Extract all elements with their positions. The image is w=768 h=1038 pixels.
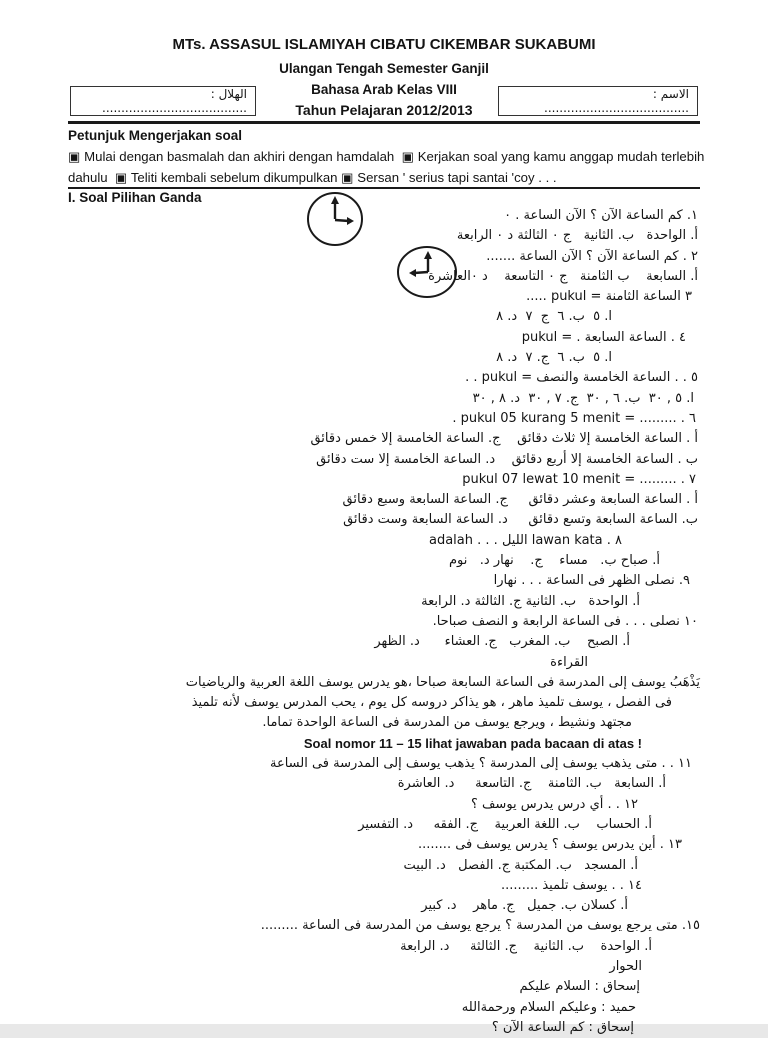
dialogue-line-2: حميد : وعليكم السلام ورحمةالله xyxy=(461,999,636,1015)
school-name: MTs. ASSASUL ISLAMIYAH CIBATU CIKEMBAR SUKABUMI xyxy=(172,36,596,53)
instructions-line-1: ▣ Mulai dengan basmalah dan akhiri dengan hamdalah ▣ Kerjakan soal yang kamu anggap mudah terlebih xyxy=(68,149,705,164)
question-3-options: ا. ٥ ب. ٦ ج ٧ د. ٨ xyxy=(496,309,612,325)
question-8: ٨ . lawan kata الليل . . . adalah xyxy=(429,532,622,548)
question-7-options-bd: ب. الساعة السابعة وتسع دقائق د. الساعة السابعة وست دقائق xyxy=(343,512,698,528)
dialogue-line-1: إسحاق : السلام عليكم xyxy=(519,979,640,995)
academic-year: Tahun Pelajaran 2012/2013 xyxy=(295,102,473,118)
question-2: ٢ . كم الساعة الآن ؟ الآن الساعة ....... xyxy=(486,248,698,264)
question-11-options: أ. السابعة ب. الثامنة ج. التاسعة د. العاشرة xyxy=(397,776,666,792)
question-12-options: أ. الحساب ب. اللغة العربية ج. الفقه د. التفسير xyxy=(358,816,652,832)
instructions-line-2: dahulu ▣ Teliti kembali sebelum dikumpulkan ▣ Sersan ' serius tapi santai 'coy . . . xyxy=(68,170,557,185)
soal-nomor-note: Soal nomor 11 – 15 lihat jawaban pada bacaan di atas ! xyxy=(303,735,642,751)
reading-line-2: فى الفصل ، يوسف تلميذ ماهر ، هو يذاكر دروسه كل يوم ، يحب المدرس يوسف لأنه تلميذ xyxy=(191,695,672,711)
dialogue-line-3-partial: إسحاق : كم الساعة الآن ؟ xyxy=(491,1019,634,1035)
header-divider xyxy=(68,121,700,124)
subject-class: Bahasa Arab Kelas VIII xyxy=(311,82,457,97)
question-15-options: أ. الواحدة ب. الثانية ج. الثالثة د. الرابعة xyxy=(400,938,652,954)
dialogue-heading: الحوار xyxy=(609,958,642,974)
question-3: ٣ الساعة الثامنة = pukul ..... xyxy=(526,289,692,305)
question-5: ٥ . . الساعة الخامسة والنصف = pukul . . xyxy=(465,370,698,386)
question-6-options-ac: أ . الساعة الخامسة إلا ثلاث دقائق ج. الساعة الخامسة إلا خمس دقائق xyxy=(310,431,698,447)
question-11: ١١ . . متى يذهب يوسف إلى المدرسة ؟ يذهب يوسف إلى المدرسة فى الساعة xyxy=(269,756,692,772)
question-2-options: أ. السابعة ب الثامنة ج ٠ التاسعة د ٠العاشرة xyxy=(428,268,698,284)
question-10-options: أ. الصبح ب. المغرب ج. العشاء د. الظهر xyxy=(374,634,630,650)
question-6: ٦ . ......... = pukul 05 kurang 5 menit . xyxy=(452,410,696,426)
question-14-options: أ. كسلان ب. جميل ج. ماهر د. كبير xyxy=(421,898,628,914)
reading-heading: القراءة xyxy=(550,654,588,670)
question-4-options: ا. ٥ ب. ٦ ج. ٧ د. ٨ xyxy=(496,350,612,366)
question-7-options-ac: أ . الساعة السابعة وعشر دقائق ج. الساعة السابعة وسبع دقائق xyxy=(342,492,698,508)
question-1: ١. كم الساعة الآن ؟ الآن الساعة . ٠ xyxy=(504,208,698,223)
question-12: ١٢ . . أي درس يدرس يوسف ؟ xyxy=(470,796,638,812)
question-10: ١٠ نصلى . . . فى الساعة الرابعة و النصف صباحا. xyxy=(432,613,698,629)
question-15: ١٥. متى يرجع يوسف من المدرسة ؟ يرجع يوسف من المدرسة فى الساعة ......... xyxy=(260,918,700,934)
reading-line-1: يَذْهَبُ يوسف إلى المدرسة فى الساعة السابعة صباحا ،هو يدرس يوسف اللغة العربية والرياضيات xyxy=(185,674,700,690)
exam-title: Ulangan Tengah Semester Ganjil xyxy=(279,61,489,76)
question-9: ٩. نصلى الظهر فى الساعة . . . نهارا xyxy=(493,573,690,589)
question-5-options: ا. ٥ , ٣٠ ب. ٦ , ٣٠ ج. ٧ , ٣٠ د. ٨ , ٣٠ xyxy=(472,390,694,406)
question-1-options: أ. الواحدة ب. الثانية ج ٠ الثالثة د ٠ الرابعة xyxy=(456,228,698,244)
question-9-options: أ. الواحدة ب. الثانية ج. الثالثة د. الرابعة xyxy=(421,593,640,609)
class-fill-in-box: الهلال : ...................................... xyxy=(70,86,256,116)
question-6-options-bd: ب . الساعة الخامسة إلا أربع دقائق د. الساعة الخامسة إلا ست دقائق xyxy=(316,451,698,467)
reading-line-3: مجتهد ونشيط ، ويرجع يوسف من المدرسة فى الساعة الواحدة تماما. xyxy=(262,715,632,731)
question-7: ٧ . ......... = pukul 07 lewat 10 menit xyxy=(462,471,696,487)
name-fill-in-box: الاسم : ...................................... xyxy=(498,86,698,116)
question-13-options: أ. المسجد ب. المكتبة ج. الفصل د. البيت xyxy=(403,857,638,873)
question-13: ١٣ . أين يدرس يوسف ؟ يدرس يوسف فى ........ xyxy=(418,837,682,853)
question-14: ١٤ . . يوسف تلميذ ......... xyxy=(501,877,642,893)
instructions-text xyxy=(68,146,728,188)
section-divider xyxy=(68,187,700,189)
section-title: I. Soal Pilihan Ganda xyxy=(68,190,202,205)
body-lines xyxy=(68,206,700,1038)
instructions-title: Petunjuk Mengerjakan soal xyxy=(68,128,243,143)
question-4: ٤ . الساعة السابعة . = pukul xyxy=(521,329,686,345)
question-8-options: أ. صباح ب. مساء ج. نهار د. نوم xyxy=(449,553,660,569)
